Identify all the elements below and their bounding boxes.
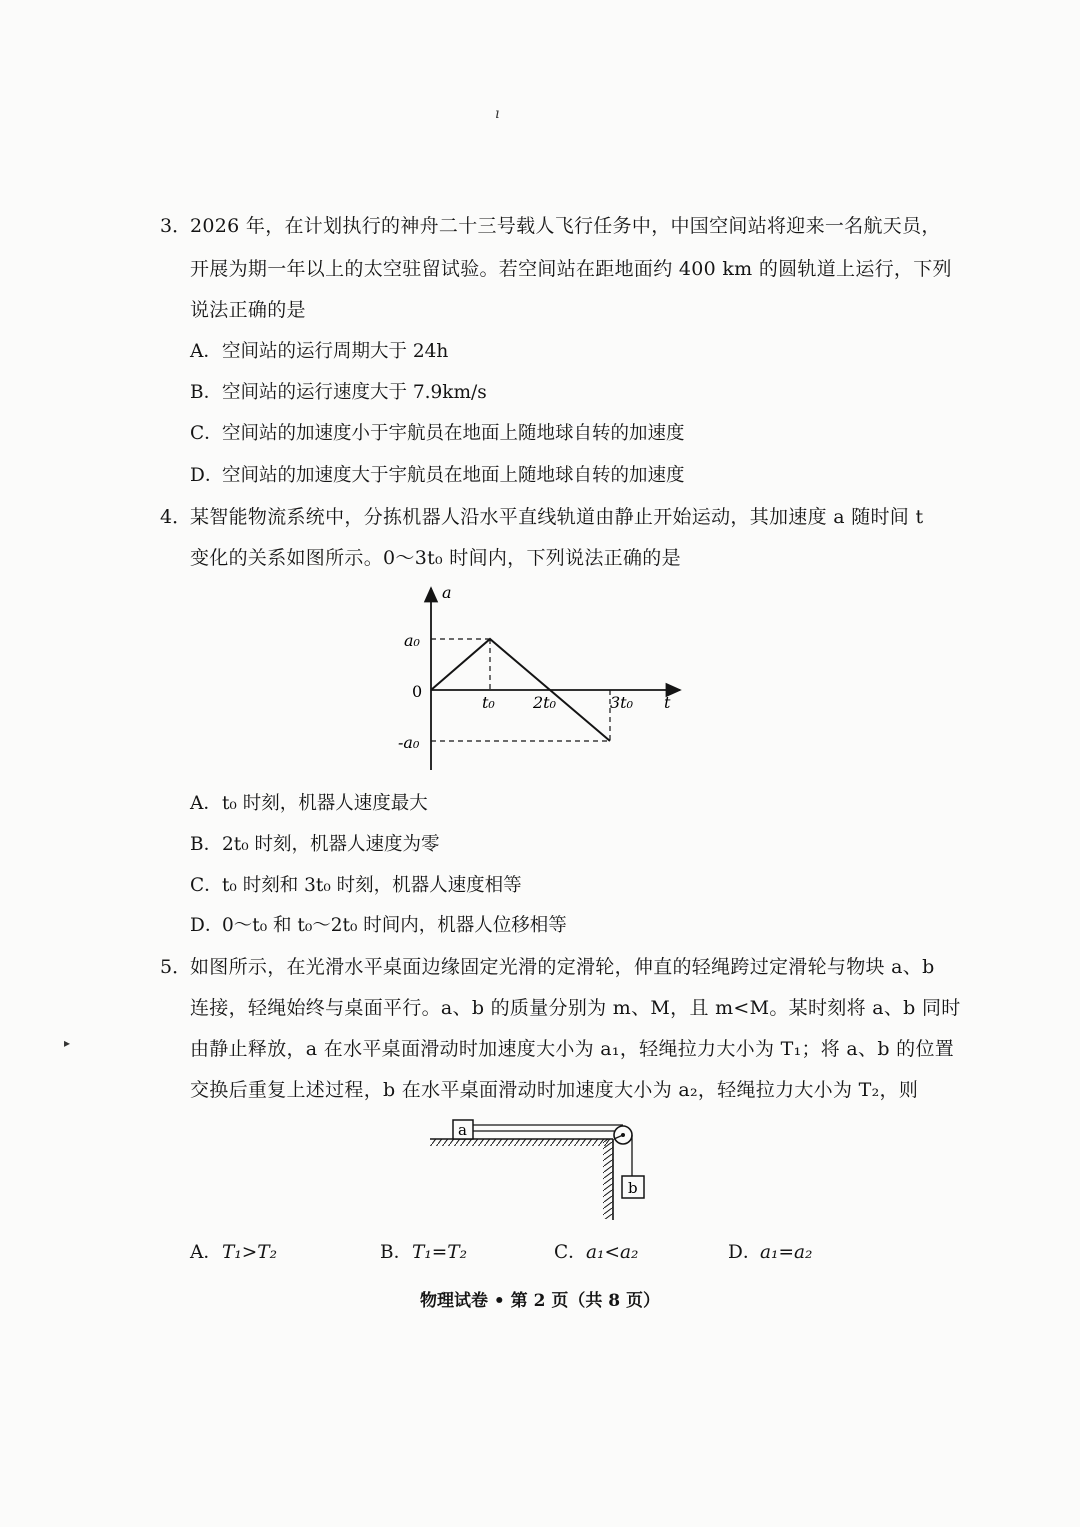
scan-mark-left: ▸ xyxy=(64,1036,71,1050)
option-text: t₀ 时刻和 3t₀ 时刻，机器人速度相等 xyxy=(222,875,522,896)
question-3-number: 3． xyxy=(160,215,192,237)
option-text: 空间站的运行周期大于 24h xyxy=(222,341,449,362)
option-text: 2t₀ 时刻，机器人速度为零 xyxy=(222,834,440,855)
y-axis-label: a xyxy=(442,583,452,602)
question-5-number: 5． xyxy=(160,956,192,978)
3t0-label: 3t₀ xyxy=(610,693,634,712)
option-text: T₁=T₂ xyxy=(412,1242,468,1263)
option-label: C． xyxy=(554,1242,587,1263)
a0-label: a₀ xyxy=(404,631,420,650)
option-label: B． xyxy=(380,1242,413,1263)
question-3-line-2: 开展为期一年以上的太空驻留试验。若空间站在距地面约 400 km 的圆轨道上运行，下列 xyxy=(190,258,952,280)
option-label: B． xyxy=(190,382,223,403)
2t0-label: 2t₀ xyxy=(533,693,557,712)
option-label: A． xyxy=(190,1242,222,1263)
question-3-option-d xyxy=(190,464,685,488)
question-4-option-c xyxy=(190,874,522,898)
question-5-line-1: 如图所示，在光滑水平桌面边缘固定光滑的定滑轮，伸直的轻绳跨过定滑轮与物块 a、b xyxy=(190,956,935,978)
option-text: a₁<a₂ xyxy=(586,1242,639,1263)
table-side-hatching xyxy=(603,1139,613,1219)
question-4-option-b xyxy=(190,833,440,857)
option-text: 空间站的加速度大于宇航员在地面上随地球自转的加速度 xyxy=(222,465,685,486)
option-label: A． xyxy=(190,341,222,362)
option-text: T₁>T₂ xyxy=(222,1242,278,1263)
question-3-line-1: 2026 年，在计划执行的神舟二十三号载人飞行任务中，中国空间站将迎来一名航天员， xyxy=(190,215,941,237)
question-5-line-3: 由静止释放，a 在水平桌面滑动时加速度大小为 a₁，轻绳拉力大小为 T₁；将 a、b 的位置 xyxy=(190,1038,955,1060)
option-label: A． xyxy=(190,793,222,814)
question-5-line-2: 连接，轻绳始终与桌面平行。a、b 的质量分别为 m、M，且 m<M。某时刻将 a、b 同时 xyxy=(190,997,961,1019)
x-axis-label: t xyxy=(664,693,671,712)
question-3-option-b xyxy=(190,381,487,405)
option-label: D． xyxy=(728,1242,762,1263)
block-b-label: b xyxy=(628,1179,638,1197)
option-text: 空间站的加速度小于宇航员在地面上随地球自转的加速度 xyxy=(222,423,685,444)
question-5-option-b xyxy=(380,1241,467,1265)
neg-a0-label: -a₀ xyxy=(398,733,420,752)
origin-label: 0 xyxy=(412,682,423,701)
option-text: 0～t₀ 和 t₀～2t₀ 时间内，机器人位移相等 xyxy=(222,915,567,936)
block-a-label: a xyxy=(458,1121,467,1139)
option-label: D． xyxy=(190,465,224,486)
table-top-hatching xyxy=(430,1139,610,1146)
acceleration-time-graph xyxy=(390,580,700,780)
question-3-option-c xyxy=(190,422,685,446)
option-label: D． xyxy=(190,915,224,936)
option-label: C． xyxy=(190,423,223,444)
page-footer: 物理试卷 • 第 2 页（共 8 页） xyxy=(419,1291,661,1311)
question-5-line-4: 交换后重复上述过程，b 在水平桌面滑动时加速度大小为 a₂，轻绳拉力大小为 T₂，则 xyxy=(190,1079,919,1101)
option-text: t₀ 时刻，机器人速度最大 xyxy=(222,793,428,814)
option-label: C． xyxy=(190,875,223,896)
option-label: B． xyxy=(190,834,223,855)
question-4-line-2: 变化的关系如图所示。0～3t₀ 时间内，下列说法正确的是 xyxy=(190,547,681,569)
option-text: a₁=a₂ xyxy=(760,1242,813,1263)
question-3-option-a xyxy=(190,340,448,364)
option-text: 空间站的运行速度大于 7.9km/s xyxy=(222,382,487,403)
question-5-option-c xyxy=(554,1241,638,1265)
question-3-line-3: 说法正确的是 xyxy=(190,299,306,321)
question-4-option-d xyxy=(190,914,567,938)
question-4-number: 4． xyxy=(160,506,192,528)
question-4-option-a xyxy=(190,792,428,816)
pulley-diagram xyxy=(420,1112,660,1227)
question-5-option-a xyxy=(190,1241,277,1265)
t0-label: t₀ xyxy=(482,693,495,712)
question-5-option-d xyxy=(728,1241,812,1265)
scan-mark-top: ı xyxy=(495,106,500,122)
question-4-line-1: 某智能物流系统中，分拣机器人沿水平直线轨道由静止开始运动，其加速度 a 随时间 t xyxy=(190,506,924,528)
